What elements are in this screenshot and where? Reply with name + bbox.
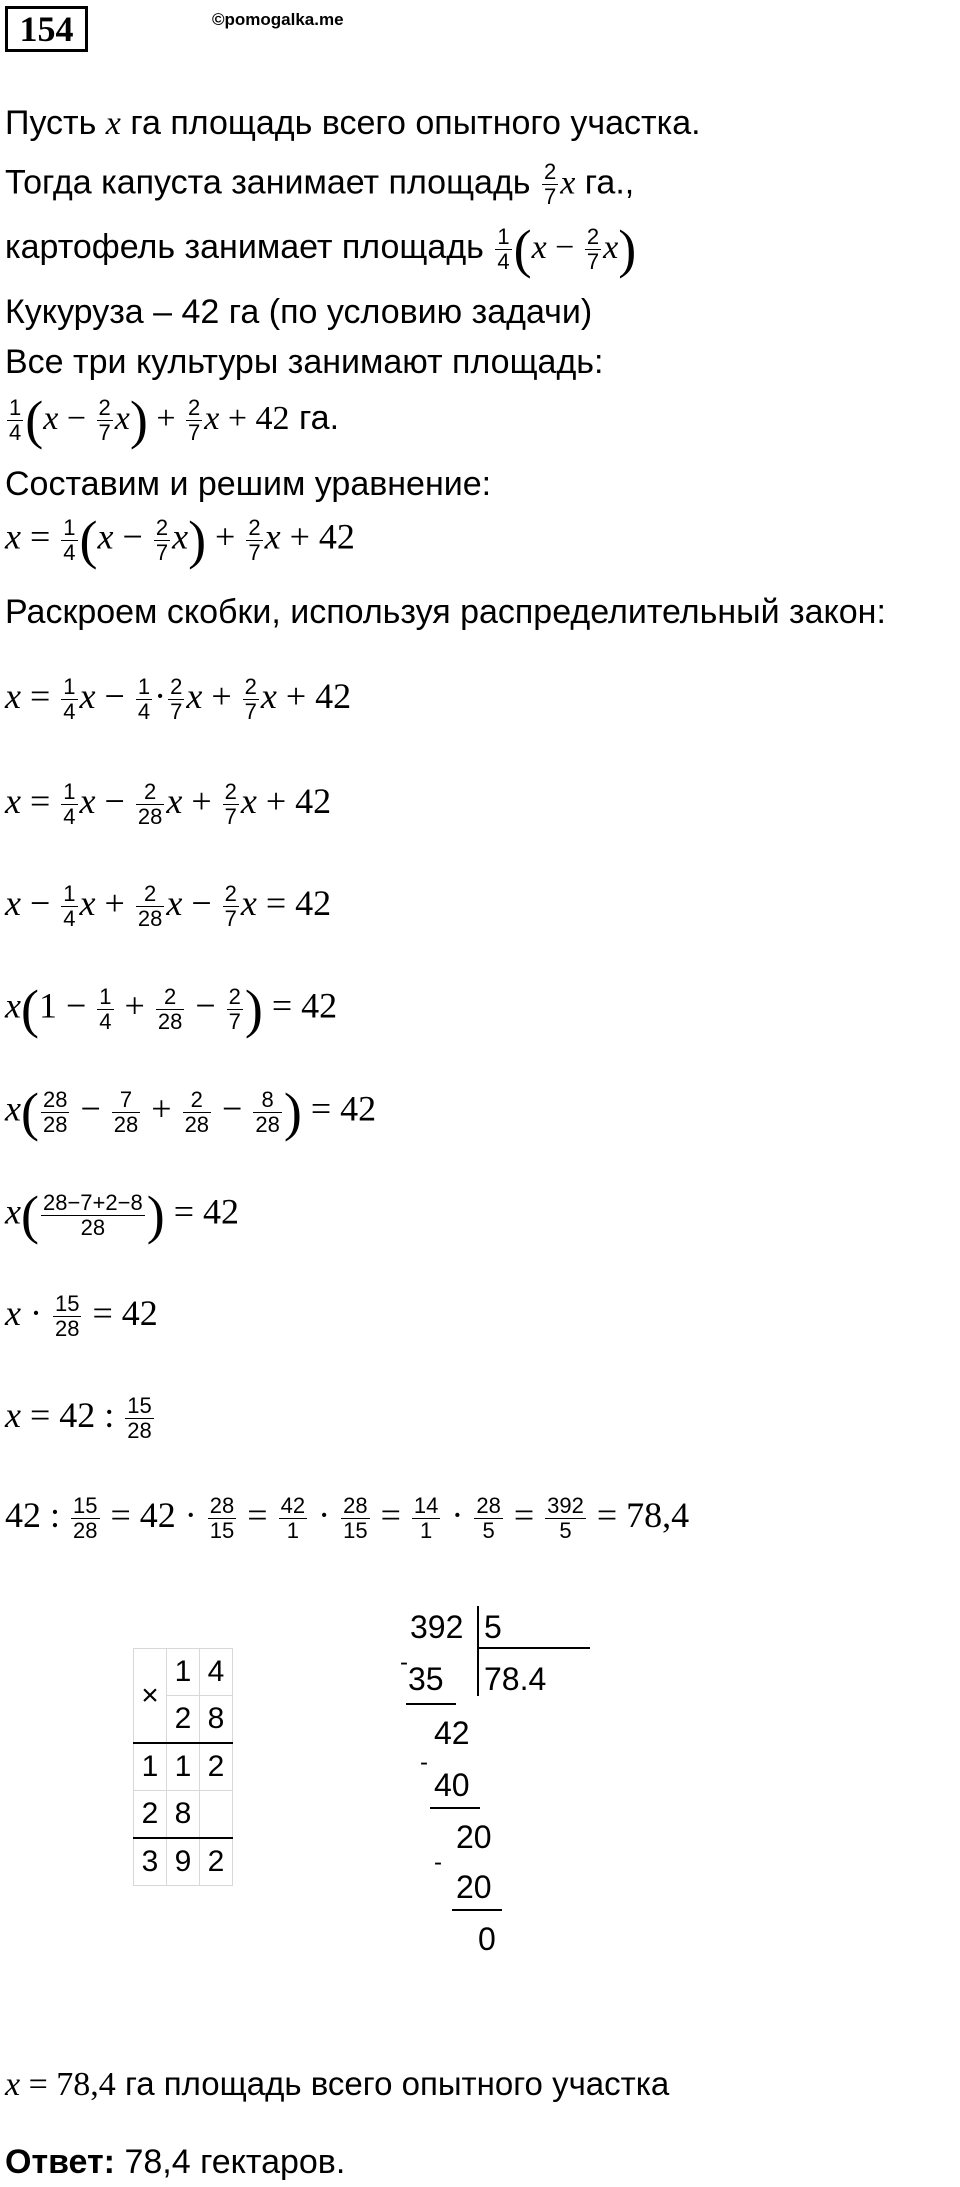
numerator: 15 (127, 1393, 152, 1419)
digit: 2 (134, 1791, 167, 1839)
denominator: 7 (224, 906, 237, 932)
denominator: 15 (343, 1518, 368, 1544)
numerator: 8 (253, 1088, 281, 1113)
fraction (97, 396, 113, 445)
denominator: 7 (248, 539, 261, 565)
multiply-sign: × (134, 1649, 167, 1744)
numerator: 1 (63, 674, 76, 700)
paren: ( (513, 219, 532, 279)
numerator: 15 (54, 1291, 80, 1317)
equation-6: x( $\frac{28}{28}$ − $\frac{7}{28}$ + $\frac{2}{28}$ − $\frac{8}{28}$ ) = 42 (5, 1082, 377, 1142)
minus-sign: - (420, 1749, 428, 1776)
denominator: 1 (286, 1518, 299, 1544)
denominator: 5 (559, 1518, 572, 1544)
text-part: картофель занимает площадь (5, 227, 494, 266)
problem-number: 154 (5, 6, 88, 52)
denominator: 28 (80, 1214, 106, 1240)
final-line: x = 78,4 га площадь всего опытного участка (5, 2065, 670, 2103)
numerator: 2 (155, 514, 169, 540)
numerator: 2 (170, 674, 183, 700)
numerator: 2 (188, 394, 201, 420)
denominator: 4 (9, 419, 22, 445)
denominator: 4 (63, 699, 76, 725)
denominator: 28 (255, 1111, 280, 1137)
text-part: Пусть (5, 104, 106, 142)
text-line-6: $\frac{1}{4}$ (x − $\frac{2}{7}$ x) + $\frac{2}{7}$ x + 42 га. (9, 390, 340, 450)
numerator: 7 (112, 1088, 140, 1113)
denominator: 28 (54, 1316, 80, 1342)
step-20b: 20 (456, 1869, 492, 1905)
denominator: 28 (137, 804, 163, 830)
text-line-9: Раскроем скобки, используя распределительный закон: (5, 593, 886, 631)
numerator: 42 (280, 1493, 306, 1519)
numerator: 2 (156, 985, 184, 1010)
text-part: Тогда капуста занимает площадь (5, 163, 540, 202)
fraction (495, 225, 511, 274)
denominator: 4 (63, 906, 76, 932)
numerator: 2 (228, 983, 241, 1009)
minus-sign: - (434, 1849, 442, 1876)
denominator: 28 (157, 1008, 183, 1034)
digit: 3 (134, 1838, 167, 1886)
numerator: 1 (137, 674, 151, 700)
answer-value: 78,4 гектаров. (115, 2143, 346, 2181)
numerator: 15 (73, 1493, 98, 1519)
numerator: 2 (98, 394, 111, 420)
numerator: 2 (136, 780, 164, 805)
digit (200, 1791, 233, 1839)
numerator: 1 (9, 394, 22, 420)
var-x: x (531, 228, 547, 266)
text-line-7: Составим и решим уравнение: (5, 465, 492, 503)
paren: ) (129, 390, 148, 450)
digit: 2 (200, 1743, 233, 1791)
numerator: 14 (413, 1493, 439, 1519)
denominator: 4 (63, 804, 76, 830)
text-part: га площадь всего опытного участка. (120, 104, 701, 142)
denominator: 4 (99, 1008, 112, 1034)
numerator: 2 (586, 223, 600, 249)
digit: 1 (134, 1743, 167, 1791)
multiplication-column (133, 1648, 233, 1886)
site-watermark: ©pomogalka.me (212, 10, 344, 29)
paren: ( (25, 390, 44, 450)
var-x: x (603, 228, 619, 266)
multiplication-table (133, 1648, 233, 1886)
fraction (542, 160, 558, 209)
denominator: 7 (224, 804, 237, 830)
numerator: 28−7+2−8 (42, 1189, 143, 1215)
fraction (186, 396, 202, 445)
denominator: 4 (63, 539, 76, 565)
equation-5: x(1 − $\frac{1}{4}$ + $\frac{2}{28}$ − $\frac{2}{7}$ ) = 42 (5, 979, 338, 1039)
denominator: 28 (73, 1518, 98, 1544)
denominator: 28 (42, 1111, 68, 1137)
var-x: x (105, 105, 121, 142)
fraction (585, 225, 601, 274)
numerator: 1 (63, 514, 76, 540)
numerator: 2 (183, 1088, 211, 1113)
denominator: 28 (137, 906, 163, 932)
fraction (7, 396, 23, 445)
numerator: 2 (136, 882, 164, 907)
text-part: га площадь всего опытного участка (115, 2065, 670, 2102)
digit: 2 (200, 1838, 233, 1886)
text-line-2 (5, 160, 634, 209)
digit: 1 (167, 1649, 200, 1696)
step-35: 35 (408, 1661, 444, 1697)
quotient: 78.4 (484, 1661, 547, 1697)
numerator: 2 (248, 514, 261, 540)
denominator: 28 (113, 1111, 139, 1137)
denominator: 15 (209, 1518, 235, 1544)
denominator: 7 (586, 248, 600, 274)
denominator: 4 (137, 699, 151, 725)
fraction (154, 516, 170, 565)
numerator: 2 (224, 779, 237, 805)
text-part: га. (289, 398, 340, 437)
numerator: 392 (547, 1493, 584, 1519)
equation-1: x = $\frac{1}{4}$ (x − $\frac{2}{7}$ x) + $\frac{2}{7}$ x + 42 (5, 510, 355, 570)
digit: 4 (200, 1649, 233, 1696)
long-division (390, 1600, 590, 1970)
denominator: 28 (127, 1418, 152, 1444)
equation-9: x = 42 : $\frac{15}{28}$ (5, 1393, 152, 1444)
var-x: x (560, 164, 576, 202)
denominator: 4 (497, 248, 510, 274)
numerator: 28 (42, 1086, 68, 1112)
dividend: 392 (410, 1609, 464, 1645)
numerator: 2 (224, 881, 237, 907)
equation-4: x − $\frac{1}{4}$ x + $\frac{2}{28}$ x − $\frac{2}{7}$ x = 42 (5, 881, 332, 932)
denominator: 7 (170, 699, 183, 725)
denominator: 7 (188, 419, 201, 445)
digit: 2 (167, 1696, 200, 1744)
text-line-4: Кукуруза – 42 га (по условию задачи) (5, 293, 593, 331)
minus-sign: - (400, 1649, 408, 1676)
answer-label: Ответ: (5, 2143, 115, 2181)
equation-7: x( $\frac{28-7+2-8}{28}$ ) = 42 (5, 1185, 239, 1245)
text-part: га., (575, 163, 635, 202)
paren: ) (618, 219, 637, 279)
answer-line (5, 2143, 345, 2182)
numerator: 2 (244, 674, 257, 700)
denominator: 1 (419, 1518, 433, 1544)
text-line-3: картофель занимает площадь $\frac{1}{4}$ (x − $\frac{2}{7}$ x) (5, 219, 637, 279)
numerator: 28 (209, 1493, 235, 1519)
digit: 9 (167, 1838, 200, 1886)
numerator: 1 (63, 779, 76, 805)
equation-10: 42 : $\frac{15}{28}$ = 42 · $\frac{28}{15}$ = $\frac{42}{1}$ · $\frac{28}{15}$ = $\frac{14}{1}$ · $\frac{28}{5}$ = $\frac{392}{5}$ = 78,4 (5, 1493, 690, 1544)
step-40: 40 (434, 1767, 470, 1803)
digit: 1 (167, 1743, 200, 1791)
numerator: 1 (63, 881, 76, 907)
equation-3: x = $\frac{1}{4}$ x − $\frac{2}{28}$ x + $\frac{2}{7}$ x + 42 (5, 779, 332, 830)
denominator: 7 (98, 419, 111, 445)
numerator: 2 (543, 159, 557, 184)
denominator: 7 (155, 539, 169, 565)
fraction (246, 516, 262, 565)
denominator: 7 (228, 1008, 241, 1034)
numerator: 1 (99, 983, 112, 1009)
text-line-5: Все три культуры занимают площадь: (5, 343, 604, 381)
fraction (61, 516, 77, 565)
denominator: 5 (482, 1518, 495, 1544)
denominator: 7 (244, 699, 257, 725)
denominator: 7 (543, 184, 557, 209)
step-20: 20 (456, 1819, 492, 1855)
equation-8: x · $\frac{15}{28}$ = 42 (5, 1291, 158, 1342)
numerator: 1 (497, 223, 510, 249)
denominator: 28 (184, 1111, 210, 1137)
numerator: 28 (476, 1493, 501, 1519)
text-line-1 (5, 104, 701, 143)
digit: 8 (200, 1696, 233, 1744)
remainder: 0 (478, 1921, 496, 1957)
step-42: 42 (434, 1715, 470, 1751)
equation-2: x = $\frac{1}{4}$ x − $\frac{1}{4}$ · $\frac{2}{7}$ x + $\frac{2}{7}$ x + 42 (5, 674, 352, 725)
numerator: 28 (343, 1493, 368, 1519)
divisor: 5 (484, 1609, 502, 1645)
digit: 8 (167, 1791, 200, 1839)
